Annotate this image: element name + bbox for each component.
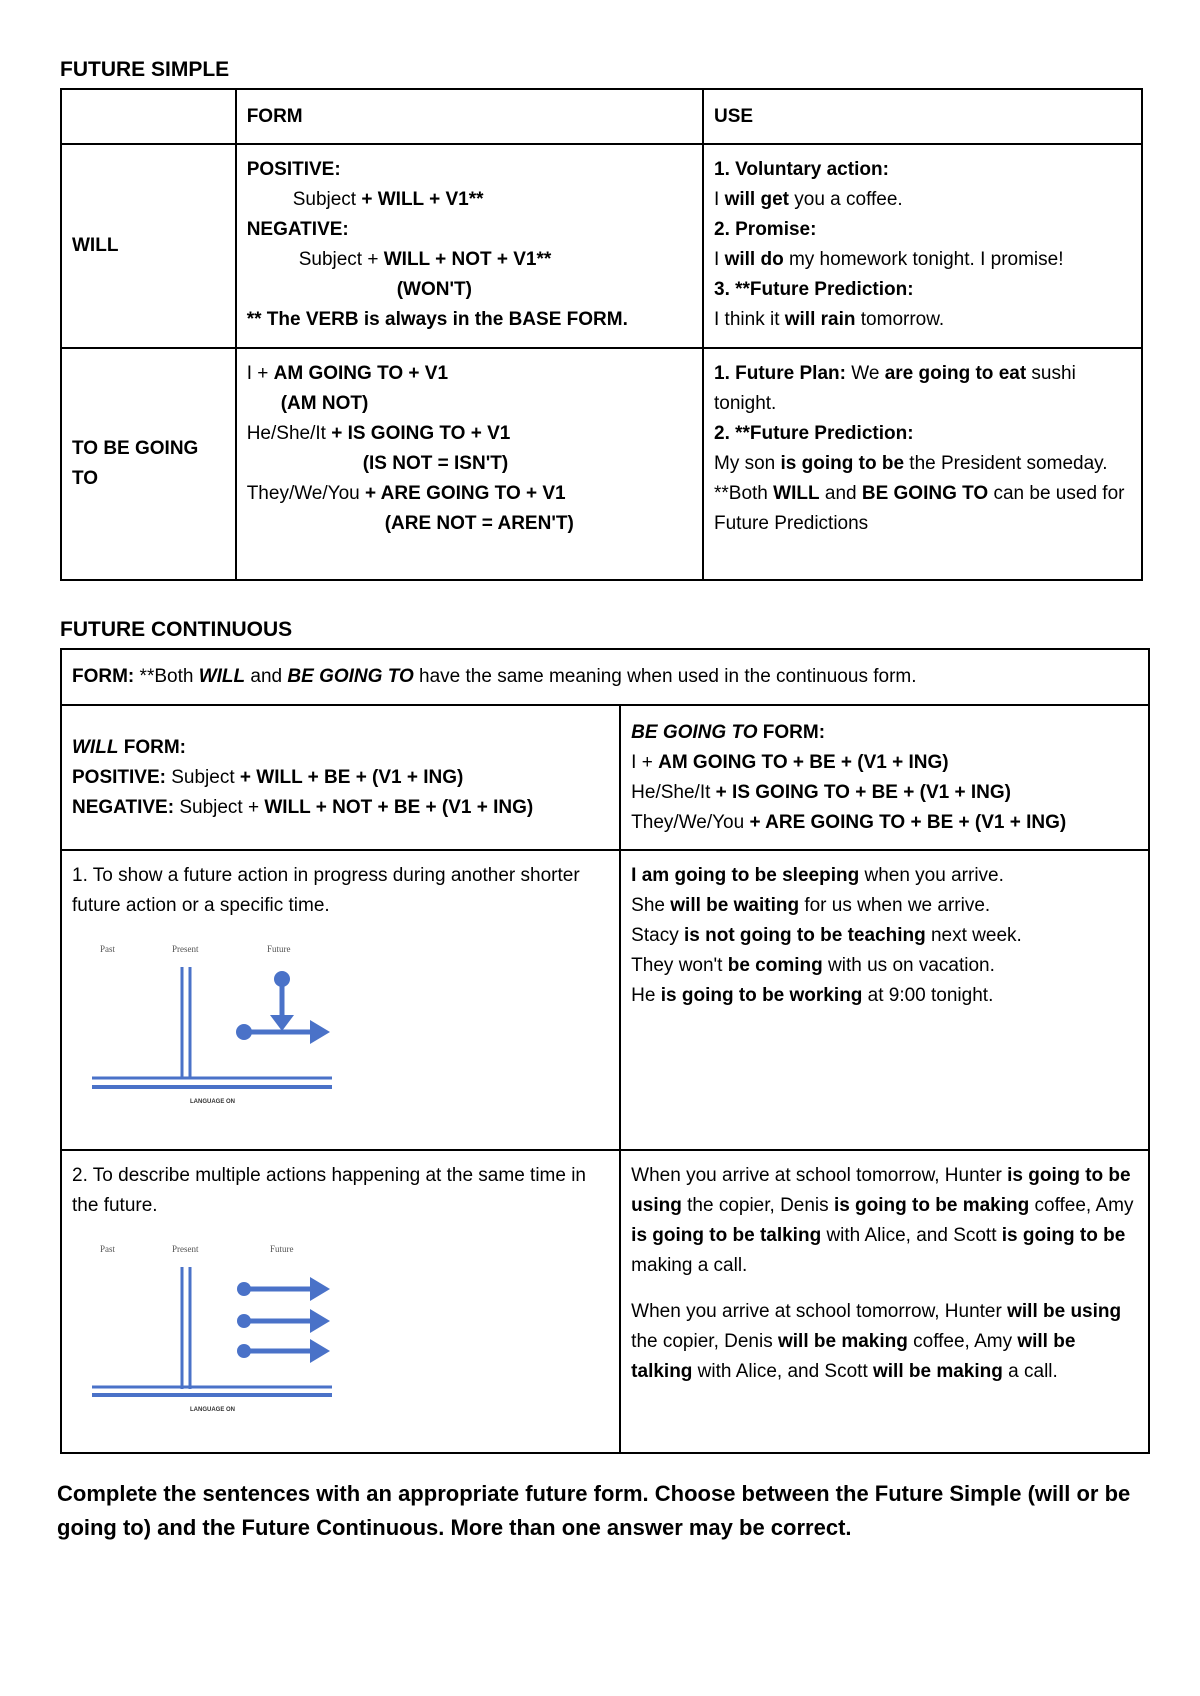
action-3-start [237, 1344, 251, 1358]
going-form-title: BE GOING TO FORM: [631, 721, 826, 743]
header-empty-cell [61, 89, 236, 144]
header-use: USE [703, 89, 1142, 144]
going-form-line-2: (AM NOT) [280, 393, 369, 414]
timeline-diagram-single [72, 939, 332, 1119]
future-simple-title: FUTURE SIMPLE [60, 58, 230, 81]
use2-description: 2. To describe multiple actions happening at the same time in the future. [72, 1165, 587, 1216]
will-continuous-form-cell [61, 705, 620, 850]
use-promise-label: 2. Promise: [714, 219, 817, 240]
future-continuous-title: FUTURE CONTINUOUS [60, 618, 293, 641]
negative-formula-line: Subject + WILL + NOT + V1** [298, 249, 552, 270]
use2-paragraph-will: When you arrive at school tomorrow, Hunter will be using the copier, Denis will be making coffee, Amy will be talking with Alice, and Scott will be making a call. [631, 1301, 1122, 1382]
will-use-cell [703, 144, 1142, 348]
going-continuous-line-3: They/We/You + ARE GOING TO + BE + (V1 + ING) [631, 811, 1067, 833]
use1-example-5: He is going to be working at 9:00 tonight. [631, 985, 994, 1006]
use-future-plan: 1. Future Plan: We are going to eat sushi tonight. [714, 363, 1076, 414]
use2-examples-cell [620, 1150, 1149, 1453]
row-label-will: WILL [61, 144, 236, 348]
going-form-line-3: He/She/It + IS GOING TO + V1 [246, 423, 511, 444]
timeline2-label-future: Future [270, 1244, 294, 1254]
continuous-form-note: FORM: **Both WILL and BE GOING TO have the same meaning when used in the continuous form. [61, 649, 1149, 705]
row-label-going-to: TO BE GOING TO [61, 348, 236, 580]
timeline-label-past: Past [100, 944, 116, 954]
interrupt-point [274, 971, 290, 987]
will-continuous-negative: NEGATIVE: Subject + WILL + NOT + BE + (V1 + ING) [72, 796, 534, 818]
timeline2-label-present: Present [172, 1244, 199, 1254]
going-form-line-6: (ARE NOT = AREN'T) [384, 513, 574, 534]
wont-contraction: (WON'T) [396, 279, 472, 300]
future-simple-table [60, 88, 1143, 581]
timeline2-logo: LANGUAGE ON [190, 1407, 235, 1413]
future-continuous-table [60, 648, 1150, 1454]
will-form-title: WILL FORM: [72, 736, 186, 758]
use-prediction-label: 3. **Future Prediction: [714, 279, 914, 300]
going-form-line-4: (IS NOT = ISN'T) [362, 453, 509, 474]
positive-label: POSITIVE: [246, 159, 341, 180]
going-continuous-line-2: He/She/It + IS GOING TO + BE + (V1 + ING) [631, 781, 1011, 803]
going-form-line-5: They/We/You + ARE GOING TO + V1 [246, 483, 566, 504]
going-continuous-line-1: I + AM GOING TO + BE + (V1 + ING) [631, 751, 949, 773]
use-voluntary-example: I will get you a coffee. [714, 189, 903, 210]
use1-description: 1. To show a future action in progress during another shorter future action or a specific time. [72, 865, 580, 916]
timeline-logo: LANGUAGE ON [190, 1099, 235, 1105]
use2-description-cell [61, 1150, 620, 1453]
progress-start-point [236, 1024, 252, 1040]
exercise-instructions: Complete the sentences with an appropriate future form. Choose between the Future Simple (will or be going to) and the Future Continuous. More than one answer may be correct. [57, 1481, 1131, 1540]
action-arrow-2-head [310, 1309, 330, 1333]
interrupt-arrowhead [270, 1015, 294, 1031]
use-future-prediction-example: My son is going to be the President someday. [714, 453, 1108, 474]
use-promise-example: I will do my homework tonight. I promise! [714, 249, 1064, 270]
use1-example-1: I am going to be sleeping when you arrive. [631, 865, 1004, 886]
use1-example-2: She will be waiting for us when we arrive. [631, 895, 991, 916]
action-1-start [237, 1282, 251, 1296]
action-arrow-3-head [310, 1339, 330, 1363]
will-form-cell [236, 144, 703, 348]
timeline-lines [92, 967, 332, 1087]
going-continuous-form-cell [620, 705, 1149, 850]
use1-example-4: They won't be coming with us on vacation. [631, 955, 995, 976]
use1-examples-cell [620, 850, 1149, 1150]
base-form-note: ** The VERB is always in the BASE FORM. [246, 309, 628, 330]
timeline-label-present: Present [172, 944, 199, 954]
negative-label: NEGATIVE: [246, 219, 349, 240]
timeline-diagram-multiple [72, 1239, 332, 1419]
will-continuous-positive: POSITIVE: Subject + WILL + BE + (V1 + ING) [72, 766, 464, 788]
use1-description-cell [61, 850, 620, 1150]
use2-paragraph-going-to: When you arrive at school tomorrow, Hunter is going to be using the copier, Denis is going to be making coffee, Amy is going to be talking with Alice, and Scott is going to be making a call. [631, 1165, 1134, 1276]
progress-arrowhead [310, 1020, 330, 1044]
use-voluntary-label: 1. Voluntary action: [714, 159, 889, 180]
header-form: FORM [236, 89, 703, 144]
both-predictions-note: **Both WILL and BE GOING TO can be used for Future Predictions [714, 483, 1125, 534]
positive-formula-line: Subject + WILL + V1** [292, 189, 484, 210]
going-use-cell [703, 348, 1142, 580]
timeline2-label-past: Past [100, 1244, 116, 1254]
action-arrow-1-head [310, 1277, 330, 1301]
action-2-start [237, 1314, 251, 1328]
timeline-label-future: Future [267, 944, 291, 954]
going-form-cell [236, 348, 703, 580]
going-form-line-1: I + AM GOING TO + V1 [246, 363, 449, 384]
use-prediction-example: I think it will rain tomorrow. [714, 309, 945, 330]
use1-example-3: Stacy is not going to be teaching next week. [631, 925, 1022, 946]
use-future-prediction-label: 2. **Future Prediction: [714, 423, 914, 444]
